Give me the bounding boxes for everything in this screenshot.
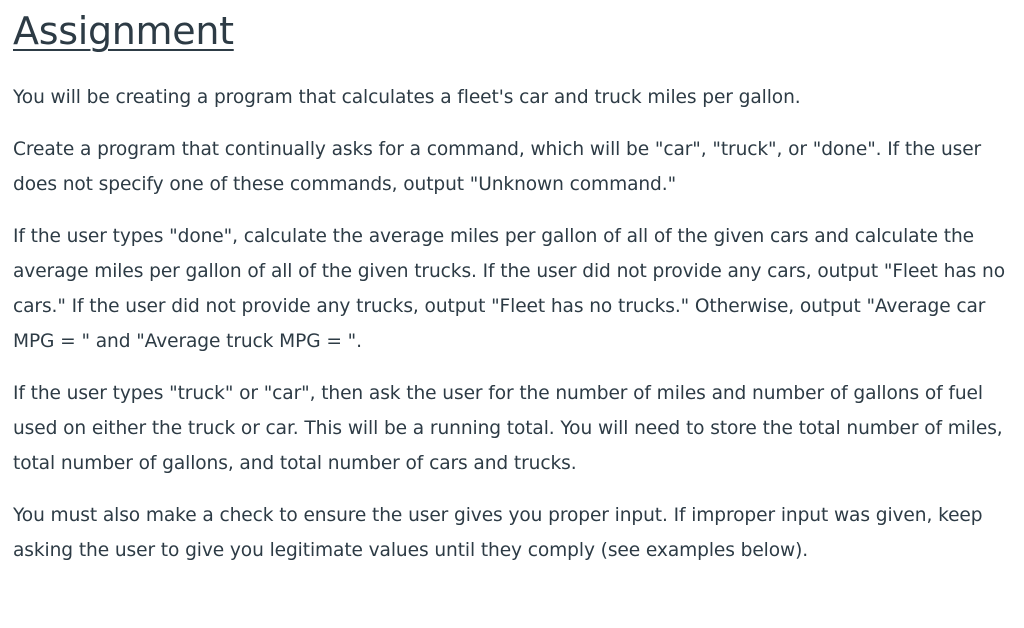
paragraph-input-validation: You must also make a check to ensure the user gives you proper input. If improper input was given, keep asking the user to give you legitimate values until they comply (see examples below). — [13, 505, 983, 561]
paragraph-truck-car-command: If the user types "truck" or "car", then ask the user for the number of miles and number of gallons of fuel used on either the truck or car. This will be a running total. You will need to store the total number of miles, total number of gallons, and total number of cars and trucks. — [13, 383, 1003, 474]
page-title: Assignment — [13, 9, 234, 53]
paragraph-commands: Create a program that continually asks for a command, which will be "car", "truck", or "done". If the user does not specify one of these commands, output "Unknown command." — [13, 139, 982, 195]
paragraph-intro: You will be creating a program that calculates a fleet's car and truck miles per gallon. — [13, 87, 801, 108]
paragraph-done-command: If the user types "done", calculate the average miles per gallon of all of the given cars and calculate the average miles per gallon of all of the given trucks. If the user did not provide any cars, output "Fleet has no cars." If the user did not provide any trucks, output "Fleet has no trucks." Otherwise, output "Average car MPG = " and "Average truck MPG = ". — [13, 226, 1006, 352]
